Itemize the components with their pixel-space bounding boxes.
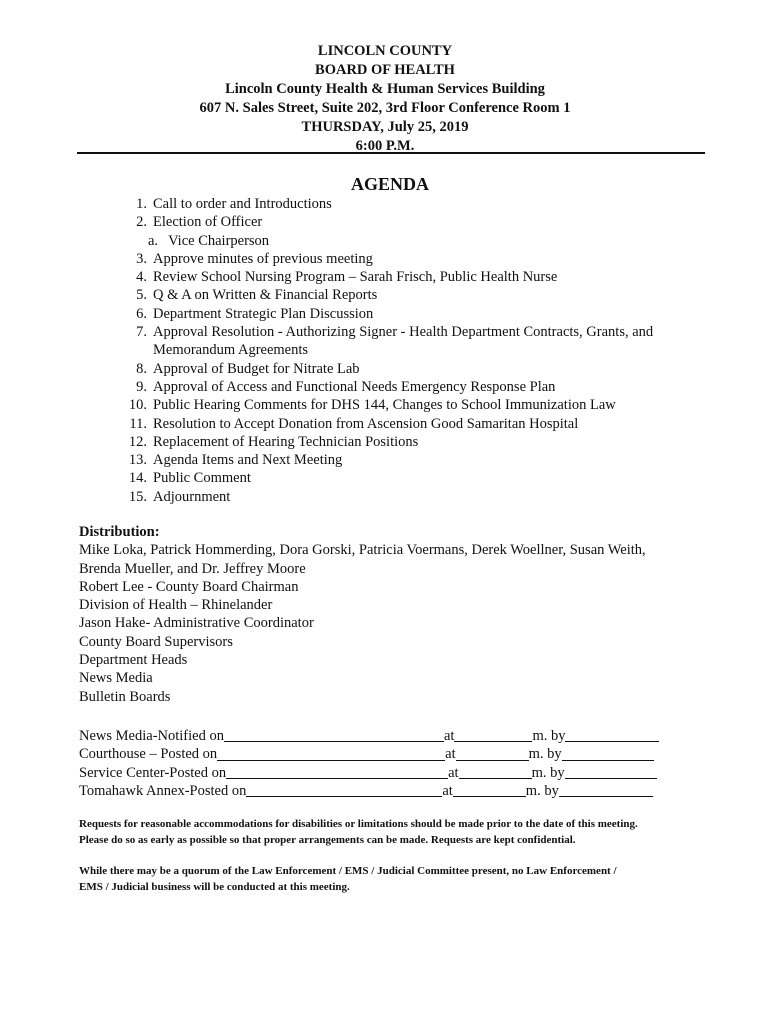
at-label: at bbox=[445, 746, 456, 763]
notice-line: While there may be a quorum of the Law Enforcement / EMS / Judicial Committee present, no Law Enforcement / bbox=[79, 865, 617, 877]
item-number: 10. bbox=[128, 397, 147, 414]
agenda-item bbox=[124, 213, 714, 231]
accommodations-notice bbox=[79, 816, 709, 848]
posting-row bbox=[79, 745, 719, 763]
county-name: LINCOLN COUNTY bbox=[317, 43, 453, 59]
agenda-item bbox=[124, 195, 714, 213]
posting-row bbox=[79, 727, 719, 745]
m-by-label: m. by bbox=[531, 764, 565, 781]
time-blank bbox=[456, 747, 529, 761]
item-text: Resolution to Accept Donation from Ascension Good Samaritan Hospital bbox=[153, 415, 579, 432]
notice-line: Requests for reasonable accommodations for disabilities or limitations should be made prior to the date of this meeting. bbox=[79, 818, 638, 830]
item-number: 6. bbox=[136, 305, 147, 322]
item-text: Election of Officer bbox=[153, 214, 263, 231]
posting-row bbox=[79, 782, 719, 800]
meeting-address: 607 N. Sales Street, Suite 202, 3rd Floor Conference Room 1 bbox=[199, 100, 571, 116]
date-blank bbox=[217, 747, 445, 761]
document-header bbox=[0, 42, 770, 156]
initials-blank bbox=[565, 765, 657, 779]
agenda-item bbox=[124, 451, 714, 469]
item-number: 15. bbox=[128, 488, 147, 505]
m-by-label: m. by bbox=[528, 746, 562, 763]
agenda-item bbox=[124, 305, 714, 323]
distribution-line: Division of Health – Rhinelander bbox=[79, 597, 273, 614]
time-blank bbox=[453, 783, 526, 797]
item-number: 4. bbox=[136, 269, 147, 286]
item-number: 14. bbox=[128, 470, 147, 487]
m-by-label: m. by bbox=[525, 782, 559, 799]
distribution-heading: Distribution: bbox=[79, 524, 160, 540]
distribution-line: Mike Loka, Patrick Hommerding, Dora Gorski, Patricia Voermans, Derek Woellner, Susan Weith, bbox=[79, 542, 646, 559]
date-blank bbox=[246, 783, 442, 797]
posting-section bbox=[79, 727, 719, 800]
agenda-title: AGENDA bbox=[350, 174, 429, 194]
item-text: Agenda Items and Next Meeting bbox=[153, 452, 343, 469]
posting-label: Service Center-Posted on bbox=[79, 764, 227, 781]
date-blank bbox=[224, 728, 444, 742]
posting-label: Courthouse – Posted on bbox=[79, 746, 218, 763]
item-number: 8. bbox=[136, 360, 147, 377]
agenda-item bbox=[124, 323, 714, 360]
item-number: 1. bbox=[136, 196, 147, 212]
distribution-line: Bulletin Boards bbox=[79, 688, 171, 705]
agenda-list bbox=[124, 195, 714, 506]
item-number: 3. bbox=[136, 250, 147, 267]
item-text: Approval of Budget for Nitrate Lab bbox=[153, 360, 360, 377]
distribution-line: Robert Lee - County Board Chairman bbox=[79, 578, 299, 595]
agenda-item bbox=[124, 469, 714, 487]
initials-blank bbox=[559, 783, 653, 797]
agenda-item bbox=[124, 488, 714, 506]
item-text: Call to order and Introductions bbox=[153, 196, 332, 212]
item-text: Q & A on Written & Financial Reports bbox=[153, 287, 378, 304]
item-text: Approval of Access and Functional Needs Emergency Response Plan bbox=[153, 378, 556, 395]
item-text: Approve minutes of previous meeting bbox=[153, 250, 373, 267]
agenda-item bbox=[124, 396, 714, 414]
at-label: at bbox=[443, 728, 455, 744]
header-divider bbox=[77, 152, 705, 154]
initials-blank bbox=[565, 728, 659, 742]
item-text: Department Strategic Plan Discussion bbox=[153, 305, 374, 322]
distribution-line: Jason Hake- Administrative Coordinator bbox=[79, 615, 314, 632]
item-number: 2. bbox=[136, 214, 147, 231]
posting-row bbox=[79, 764, 719, 782]
distribution-line: County Board Supervisors bbox=[79, 633, 233, 650]
agenda-item bbox=[124, 268, 714, 286]
distribution-line: Brenda Mueller, and Dr. Jeffrey Moore bbox=[79, 560, 306, 577]
meeting-date: THURSDAY, July 25, 2019 bbox=[301, 119, 469, 135]
initials-blank bbox=[562, 747, 654, 761]
item-text: Vice Chairperson bbox=[168, 232, 270, 249]
agenda-subitem bbox=[124, 232, 714, 250]
posting-label: News Media-Notified on bbox=[79, 728, 224, 744]
item-number: 11. bbox=[129, 415, 147, 432]
notice-line: EMS / Judicial business will be conducted at this meeting. bbox=[79, 881, 350, 893]
notice-line: Please do so as early as possible so that proper arrangements can be made. Requests are kept confidential. bbox=[79, 834, 576, 846]
item-text: Public Comment bbox=[153, 470, 251, 487]
meeting-time: 6:00 P.M. bbox=[355, 138, 415, 154]
item-text: Review School Nursing Program – Sarah Frisch, Public Health Nurse bbox=[153, 269, 558, 286]
time-blank bbox=[459, 765, 532, 779]
item-number: a. bbox=[148, 232, 159, 249]
agenda-item bbox=[124, 378, 714, 396]
item-number: 7. bbox=[136, 324, 147, 341]
at-label: at bbox=[448, 764, 459, 781]
agenda-item bbox=[124, 433, 714, 451]
item-text: Approval Resolution - Authorizing Signer - Health Department Contracts, Grants, and Memorandum Agreements bbox=[153, 324, 654, 359]
item-number: 9. bbox=[136, 378, 147, 395]
board-name: BOARD OF HEALTH bbox=[315, 62, 455, 78]
agenda-item bbox=[124, 360, 714, 378]
item-text: Public Hearing Comments for DHS 144, Changes to School Immunization Law bbox=[153, 397, 616, 414]
quorum-notice bbox=[79, 863, 709, 895]
distribution-line: News Media bbox=[79, 670, 153, 687]
building-name: Lincoln County Health & Human Services Building bbox=[225, 81, 545, 97]
item-number: 13. bbox=[128, 452, 147, 469]
item-text: Replacement of Hearing Technician Positions bbox=[153, 433, 419, 450]
agenda-item bbox=[124, 415, 714, 433]
item-text: Adjournment bbox=[153, 488, 231, 505]
at-label: at bbox=[442, 782, 453, 799]
date-blank bbox=[226, 765, 448, 779]
time-blank bbox=[454, 728, 532, 742]
agenda-item bbox=[124, 286, 714, 304]
distribution-section bbox=[79, 523, 719, 706]
item-number: 12. bbox=[128, 433, 147, 450]
agenda-item bbox=[124, 250, 714, 268]
m-by-label: m. by bbox=[532, 728, 566, 744]
distribution-line: Department Heads bbox=[79, 652, 188, 669]
posting-label: Tomahawk Annex-Posted on bbox=[79, 782, 247, 799]
item-number: 5. bbox=[136, 287, 147, 304]
